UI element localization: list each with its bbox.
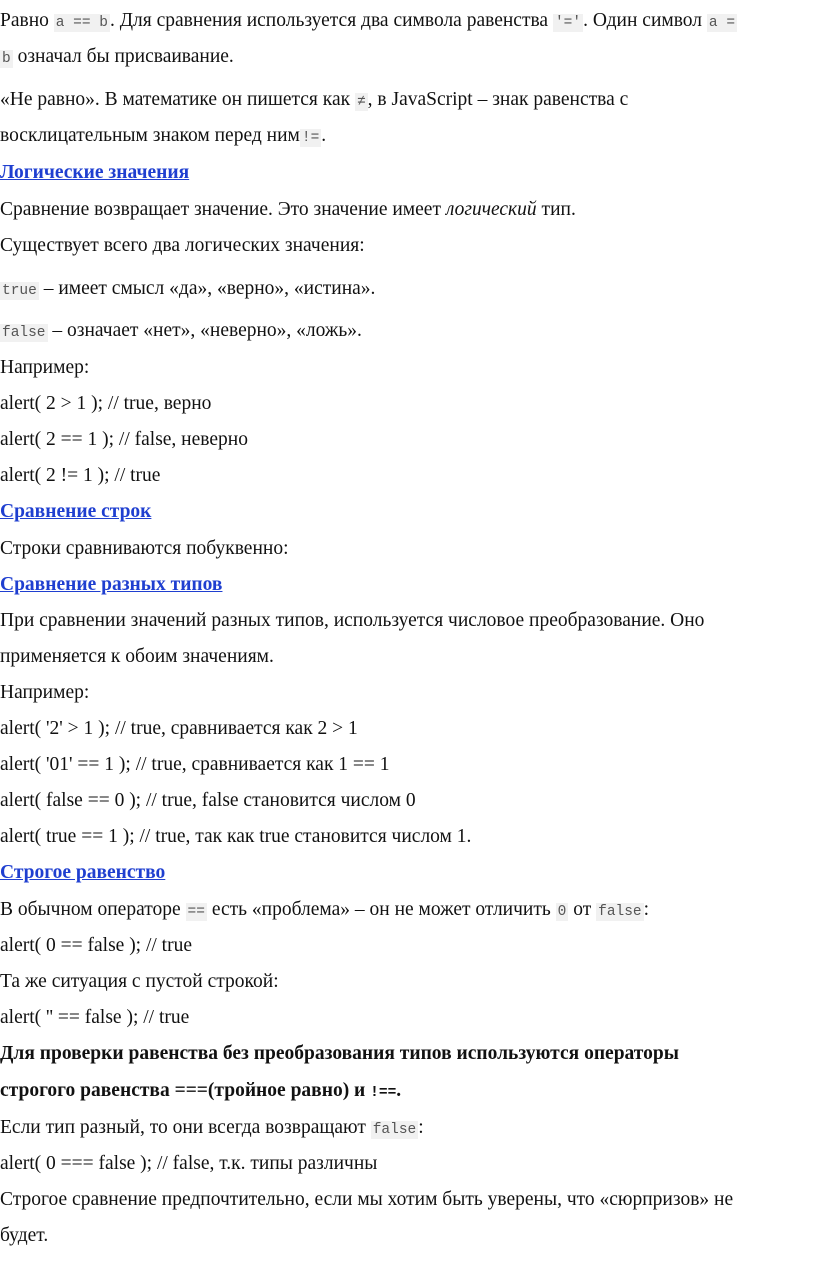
inline-code: true [2,283,37,299]
heading-link[interactable]: Логические значения [0,162,190,183]
paragraph-strict-operators: Для проверки равенства без преобразования типов используются операторы [0,1043,679,1064]
code-line: alert( false == 0 ); // true, false становится числом 0 [0,790,416,811]
example-label: Например: [0,682,90,703]
heading-strict-equality[interactable] [0,861,165,885]
heading-link[interactable]: Строгое равенство [0,862,166,883]
inline-code: a == b [55,15,108,31]
code-line: alert( 2 > 1 ); // true, верно [0,393,212,414]
inline-code: !== [370,1085,397,1101]
paragraph-equality: Равно a == b . Для сравнения используется два символа равенства '=' . Один символ a = [0,10,736,31]
paragraph-problem: В обычном операторе == есть «проблема» – он не может отличить 0 от false : [0,899,650,920]
paragraph-different-type: Если тип разный, то они всегда возвращают false : [0,1117,424,1138]
code-line: alert( 0 == false ); // true [0,935,193,956]
inline-code: ≠ [356,94,366,110]
paragraph-empty-string: Та же ситуация с пустой строкой: [0,971,279,992]
heading-link[interactable]: Сравнение разных типов [0,574,223,595]
paragraph-logical-type: Сравнение возвращает значение. Это значение имеет логический тип. [0,199,576,220]
heading-link[interactable]: Сравнение строк [0,501,152,522]
inline-code: false [372,1122,417,1138]
inline-code: != [301,130,320,146]
paragraph-not-equal-cont: восклицательным знаком перед ним != . [0,125,327,146]
code-line: alert( '' == false ); // true [0,1007,190,1028]
paragraph-strings: Строки сравниваются побуквенно: [0,538,289,559]
paragraph-two-values: Существует всего два логических значения: [0,235,365,256]
code-line: alert( true == 1 ); // true, так как true становится числом 1. [0,826,472,847]
code-line: alert( 0 === false ); // false, т.к. типы различны [0,1153,378,1174]
inline-code: == [187,904,205,920]
paragraph-conclusion-cont: будет. [0,1225,49,1246]
paragraph-equality-cont: b означал бы присваивание. [2,46,234,67]
inline-code: a = [708,15,736,31]
code-line: alert( '01' == 1 ); // true, сравнивается как 1 == 1 [0,754,390,775]
code-line: alert( 2 == 1 ); // false, неверно [0,429,248,450]
example-label: Например: [0,357,90,378]
heading-logical-values[interactable] [0,161,189,185]
heading-string-comparison[interactable] [0,500,151,524]
code-line: alert( '2' > 1 ); // true, сравнивается как 2 > 1 [0,718,358,739]
inline-code: b [2,51,11,67]
inline-code: false [598,904,642,920]
paragraph-conclusion: Строгое сравнение предпочтительно, если мы хотим быть уверены, что «сюрпризов» не [0,1189,734,1210]
paragraph-not-equal: «Не равно». В математике он пишется как ≠ , в JavaScript – знак равенства с [0,89,629,110]
heading-different-types[interactable] [0,573,222,597]
inline-code: false [2,325,46,341]
paragraph-strict-operators-cont: строгого равенства ===(тройное равно) и !==. [0,1080,402,1101]
inline-code: 0 [557,904,567,920]
paragraph-true: true – имеет смысл «да», «верно», «истина». [2,278,376,299]
paragraph-false: false – означает «нет», «неверно», «ложь». [2,320,362,341]
inline-code: '=' [554,15,582,31]
paragraph-types: При сравнении значений разных типов, используется числовое преобразование. Оно [0,610,705,631]
code-line: alert( 2 != 1 ); // true [0,465,161,486]
paragraph-types-cont: применяется к обоим значениям. [0,646,274,667]
